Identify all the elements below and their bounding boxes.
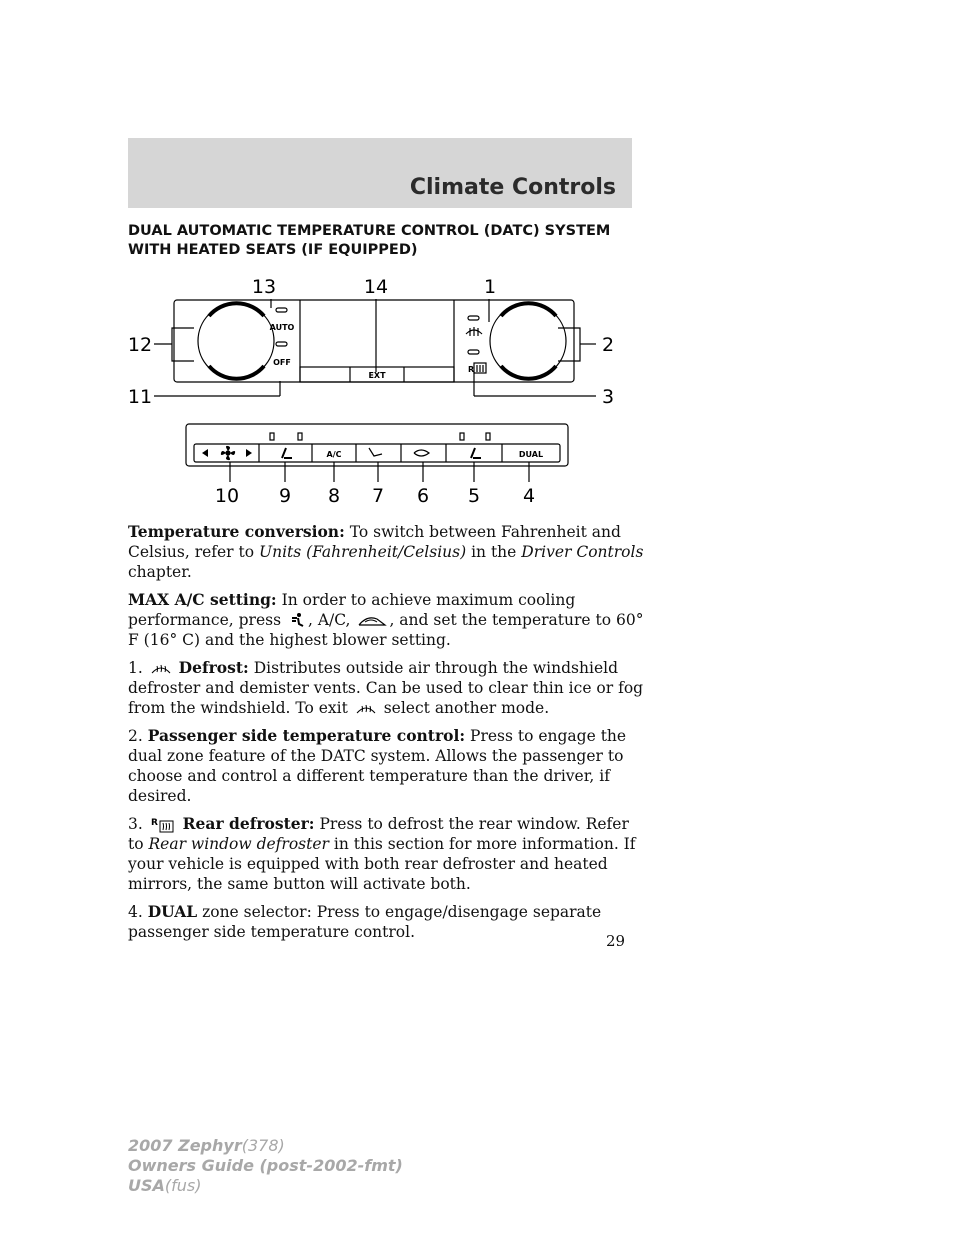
auto-label: AUTO xyxy=(269,323,295,332)
rear-defrost-indicator xyxy=(468,350,479,354)
recirculation-icon xyxy=(357,613,387,629)
callout-8: 8 xyxy=(327,485,341,507)
page-number: 29 xyxy=(606,932,626,950)
off-label: OFF xyxy=(273,358,291,367)
chapter-title: Climate Controls xyxy=(409,175,616,200)
driver-controls-reference: Driver Controls xyxy=(521,543,644,561)
rear-defroster-label: Rear defroster: xyxy=(182,814,315,833)
units-reference: Units (Fahrenheit/Celsius) xyxy=(259,543,467,561)
callout-10: 10 xyxy=(214,485,240,507)
off-indicator xyxy=(276,342,287,346)
rear-defrost-icon xyxy=(150,816,176,834)
ac-label: A/C xyxy=(326,450,342,459)
passenger-temperature-label: Passenger side temperature control: xyxy=(147,726,466,745)
max-ac-paragraph: MAX A/C setting: In order to achieve maximum cooling performance, press , A/C, , and set the temperature to 60° F (16° C) and the highest blower setting. xyxy=(128,590,644,649)
callout-13: 13 xyxy=(251,276,277,298)
dual-label: DUAL xyxy=(147,902,198,921)
callout-11: 11 xyxy=(127,386,153,408)
section-title: DUAL AUTOMATIC TEMPERATURE CONTROL (DATC) SYSTEM WITH HEATED SEATS (IF EQUIPPED) xyxy=(128,223,611,258)
callout-1: 1 xyxy=(483,276,497,298)
fan-decrease-arrow-icon xyxy=(202,449,208,457)
defrost-label: Defrost: xyxy=(178,658,249,677)
item-3-paragraph: 3. R Rear defroster: Press to defrost the rear window. Refer to Rear window defroster in this section for more information. If your vehicle is equipped with both rear defroster and heated mirrors, the same button will activate both. xyxy=(128,814,636,893)
callout-2: 2 xyxy=(601,334,615,356)
fan-icon xyxy=(226,451,230,455)
fan-increase-arrow-icon xyxy=(246,449,252,457)
callout-12: 12 xyxy=(127,334,153,356)
body-text xyxy=(128,522,648,950)
document-footer: 2007 Zephyr(378) Owners Guide (post-2002-fmt) USA(fus) xyxy=(128,1136,403,1195)
defrost-exit-icon xyxy=(355,701,377,717)
item-2-paragraph: 2. Passenger side temperature control: Press to engage the dual zone feature of the DATC system. Allows the passenger to choose and control a different temperature than the driver, if desired. xyxy=(128,726,627,805)
callout-5: 5 xyxy=(467,485,481,507)
rear-window-defroster-reference: Rear window defroster xyxy=(148,835,329,853)
callout-9: 9 xyxy=(278,485,292,507)
callout-6: 6 xyxy=(416,485,430,507)
defrost-indicator xyxy=(468,316,479,320)
passenger-heated-seat-icon xyxy=(471,448,481,458)
driver-heated-seat-icon xyxy=(282,448,292,458)
temperature-conversion-paragraph: Temperature conversion: To switch between Fahrenheit and Celsius, refer to Units (Fahrenheit/Celsius) in the Driver Controls chapter. xyxy=(128,522,644,581)
rear-label: R xyxy=(468,365,475,374)
panel-floor-mode-icon xyxy=(288,612,306,630)
lower-panel-outline xyxy=(186,424,568,466)
recirculation-icon xyxy=(414,450,429,456)
item-1-paragraph: 1. Defrost: Distributes outside air through the windshield defroster and demister vents. Can be used to clear thin ice or fog from the windshield. To exit select another mode. xyxy=(128,658,644,717)
mode-icon xyxy=(369,448,382,456)
upper-panel-outline xyxy=(174,300,574,382)
callout-7: 7 xyxy=(371,485,385,507)
callout-4: 4 xyxy=(522,485,536,507)
callout-3: 3 xyxy=(601,386,615,408)
auto-indicator xyxy=(276,308,287,312)
callout-14: 14 xyxy=(363,276,389,298)
header-band xyxy=(128,138,632,208)
ext-label: EXT xyxy=(368,371,386,380)
dual-label: DUAL xyxy=(518,450,544,459)
max-ac-label: MAX A/C setting: xyxy=(128,590,277,609)
item-4-paragraph: 4. DUAL zone selector: Press to engage/disengage separate passenger side temperature control. xyxy=(128,902,602,941)
svg-text:R: R xyxy=(150,818,158,828)
climate-control-diagram xyxy=(124,262,624,512)
temperature-conversion-label: Temperature conversion: xyxy=(128,522,345,541)
defrost-icon xyxy=(150,661,172,677)
